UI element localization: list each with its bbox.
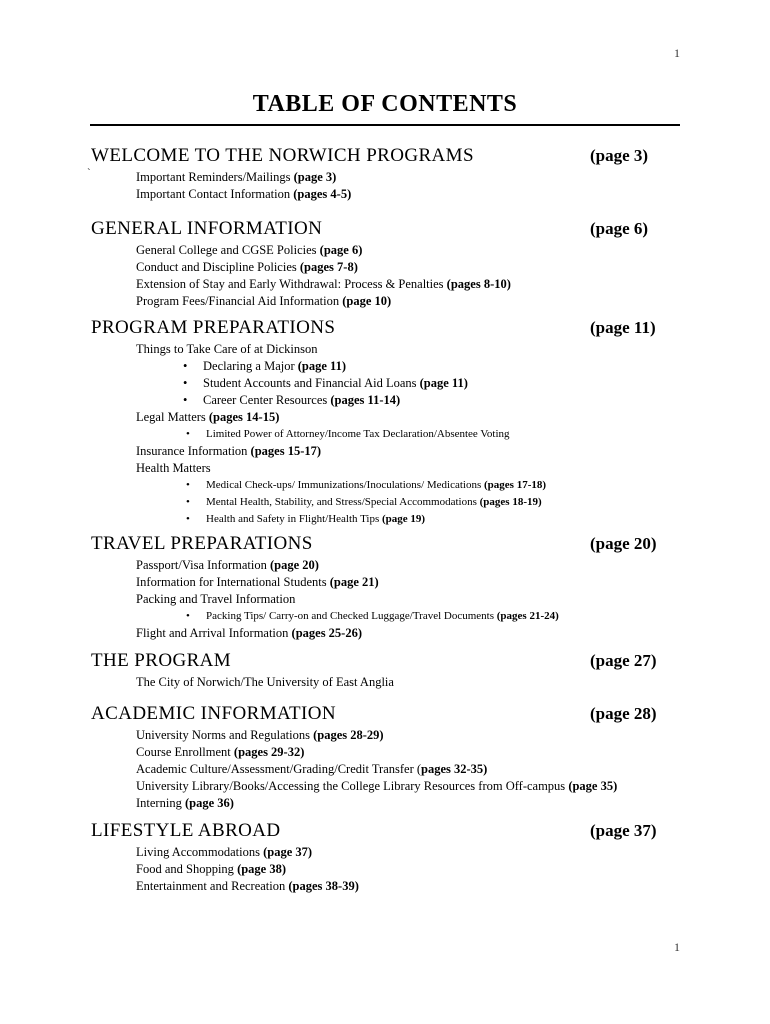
section-page-ref: (page 20)	[590, 534, 657, 553]
section-page-ref: (page 28)	[590, 704, 657, 723]
entry-page-ref: (page 21)	[329, 575, 379, 589]
entry-text: Program Fees/Financial Aid Information	[136, 294, 343, 308]
section-heading: ACADEMIC INFORMATION	[91, 703, 336, 724]
toc-entry	[136, 674, 661, 691]
entry-text: Flight and Arrival Information	[136, 626, 292, 640]
toc-bullet-item	[183, 375, 661, 392]
entry-text: Extension of Stay and Early Withdrawal: Process & Penalties	[136, 277, 447, 291]
entry-text: Career Center Resources	[203, 393, 331, 407]
section-heading: THE PROGRAM	[91, 650, 232, 671]
section-heading: PROGRAM PREPARATIONS	[91, 317, 336, 338]
section-page-ref: (page 27)	[590, 651, 657, 670]
entry-page-ref: (page 37)	[263, 845, 313, 859]
toc-section	[91, 317, 661, 528]
entry-text: Student Accounts and Financial Aid Loans	[203, 376, 420, 390]
toc-entry	[136, 169, 661, 186]
toc-bullet-item	[186, 608, 661, 625]
entry-text: University Norms and Regulations	[136, 728, 314, 742]
section-heading: GENERAL INFORMATION	[91, 218, 323, 239]
toc-entry	[136, 460, 661, 477]
bullet-icon: •	[186, 610, 190, 622]
toc-entry	[136, 341, 661, 358]
toc-entry	[136, 744, 661, 761]
toc-entry	[136, 443, 661, 460]
page-title: TABLE OF CONTENTS	[252, 91, 518, 117]
bullet-icon: •	[186, 479, 190, 491]
entry-text: Passport/Visa Information	[136, 558, 270, 572]
toc-entry	[136, 293, 661, 310]
entry-text: Entertainment and Recreation	[136, 879, 289, 893]
entry-text: The City of Norwich/The University of East Anglia	[136, 675, 394, 689]
entry-text: Living Accommodations	[136, 845, 264, 859]
toc-entry	[136, 591, 661, 608]
entry-text: Medical Check-ups/ Immunizations/Inoculations/ Medications	[206, 479, 484, 491]
section-heading-row	[91, 650, 661, 674]
toc-bullet-item	[183, 358, 661, 375]
page-number-top: 1	[674, 46, 680, 60]
toc-entry	[136, 574, 661, 591]
toc-entry	[136, 844, 661, 861]
entry-text: Declaring a Major	[203, 359, 298, 373]
entry-page-ref: (pages 7-8)	[299, 260, 358, 274]
entry-text: Legal Matters	[136, 410, 209, 424]
entry-text: Academic Culture/Assessment/Grading/Credit Transfer (	[136, 762, 422, 776]
entry-text: Course Enrollment	[136, 745, 234, 759]
toc-entry	[136, 276, 661, 293]
title-divider	[90, 124, 680, 126]
toc-section	[91, 703, 661, 812]
bullet-icon: •	[186, 496, 190, 508]
bullet-icon: •	[186, 513, 190, 525]
entry-page-ref: (page 20)	[269, 558, 319, 572]
section-page-ref: (page 6)	[590, 219, 649, 238]
section-heading-row	[91, 533, 661, 557]
stray-mark: `	[87, 167, 91, 179]
toc-section	[91, 820, 661, 895]
bullet-icon: •	[186, 428, 190, 440]
entry-text: University Library/Books/Accessing the College Library Resources from Off-campus	[136, 779, 569, 793]
section-page-ref: (page 37)	[590, 821, 657, 840]
entry-page-ref: (pages 38-39)	[288, 879, 359, 893]
toc-entry	[136, 878, 661, 895]
toc-entry	[136, 795, 661, 812]
section-heading-row	[91, 703, 661, 727]
entry-text: Interning	[136, 796, 185, 810]
section-page-ref: (page 11)	[590, 318, 656, 337]
toc-bullet-item	[186, 477, 661, 494]
section-heading-row	[91, 145, 661, 169]
toc-bullet-item	[183, 392, 661, 409]
entry-page-ref: (page 11)	[297, 359, 347, 373]
bullet-icon: •	[183, 393, 188, 407]
bullet-icon: •	[183, 359, 188, 373]
entry-page-ref: (page 3)	[293, 170, 337, 184]
entry-text: Mental Health, Stability, and Stress/Special Accommodations	[206, 496, 480, 508]
entry-page-ref: (pages 11-14)	[330, 393, 401, 407]
entry-page-ref: (page 38)	[237, 862, 287, 876]
toc-entry	[136, 259, 661, 276]
toc-section	[91, 650, 661, 691]
entry-page-ref: (page 36)	[184, 796, 234, 810]
toc-entry	[136, 409, 661, 426]
entry-text: Important Reminders/Mailings	[136, 170, 294, 184]
section-heading-row	[91, 820, 661, 844]
entry-text: Packing Tips/ Carry-on and Checked Luggage/Travel Documents	[206, 610, 497, 622]
entry-page-ref: (pages 18-19)	[479, 496, 542, 508]
toc-entry	[136, 186, 661, 203]
toc-entry	[136, 727, 661, 744]
entry-text: Packing and Travel Information	[136, 592, 296, 606]
toc-entry	[136, 761, 661, 778]
entry-page-ref: (pages 14-15)	[208, 410, 280, 424]
entry-page-ref: (pages 25-26)	[291, 626, 363, 640]
section-heading: TRAVEL PREPARATIONS	[91, 533, 313, 554]
toc-section	[87, 145, 661, 203]
entry-page-ref: (page 35)	[568, 779, 618, 793]
entry-page-ref: (page 19)	[382, 513, 426, 525]
entry-page-ref: pages 32-35)	[421, 762, 488, 776]
section-page-ref: (page 3)	[590, 146, 649, 165]
entry-page-ref: (pages 17-18)	[484, 479, 547, 491]
entry-page-ref: (page 11)	[419, 376, 468, 390]
entry-text: Things to Take Care of at Dickinson	[136, 342, 318, 356]
section-heading-row	[91, 218, 661, 242]
entry-page-ref: (pages 28-29)	[313, 728, 384, 742]
entry-text: Food and Shopping	[136, 862, 238, 876]
entry-page-ref: (pages 15-17)	[250, 444, 322, 458]
toc-entry	[136, 625, 661, 642]
toc-section	[91, 218, 661, 310]
bullet-icon: •	[183, 376, 188, 390]
entry-text: Insurance Information	[136, 444, 251, 458]
entry-text: General College and CGSE Policies	[136, 243, 320, 257]
entry-text: Limited Power of Attorney/Income Tax Declaration/Absentee Voting	[206, 428, 510, 440]
section-heading: WELCOME TO THE NORWICH PROGRAMS	[91, 145, 474, 166]
entry-page-ref: (page 10)	[342, 294, 392, 308]
entry-text: Conduct and Discipline Policies	[136, 260, 300, 274]
toc-entry	[136, 557, 661, 574]
section-heading: LIFESTYLE ABROAD	[91, 820, 281, 841]
toc-entry	[136, 242, 661, 259]
entry-text: Health and Safety in Flight/Health Tips	[206, 513, 382, 525]
toc-section	[91, 533, 661, 642]
entry-page-ref: (pages 4-5)	[293, 187, 352, 201]
entry-page-ref: (pages 29-32)	[233, 745, 305, 759]
entry-page-ref: (pages 21-24)	[496, 610, 559, 622]
entry-text: Information for International Students	[136, 575, 330, 589]
entry-page-ref: (page 6)	[319, 243, 363, 257]
toc-entry	[136, 861, 661, 878]
page-number-bottom: 1	[674, 940, 680, 954]
entry-page-ref: (pages 8-10)	[446, 277, 511, 291]
toc-bullet-item	[186, 426, 661, 443]
toc-bullet-item	[186, 494, 661, 511]
entry-text: Health Matters	[136, 461, 211, 475]
entry-text: Important Contact Information	[136, 187, 294, 201]
toc-bullet-item	[186, 511, 661, 528]
section-heading-row	[91, 317, 661, 341]
toc-entry	[136, 778, 661, 795]
